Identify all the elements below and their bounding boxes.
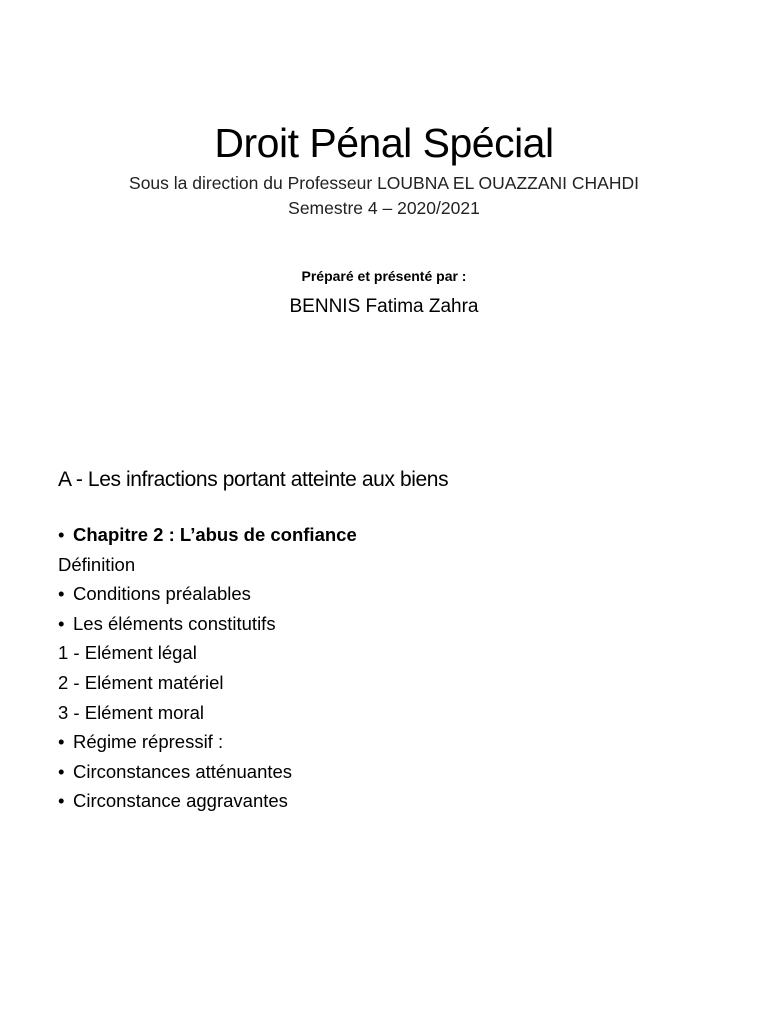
outline-item-text: Chapitre 2 : L’abus de confiance xyxy=(73,524,357,545)
section-heading: A - Les infractions portant atteinte aux biens xyxy=(58,468,449,491)
author-name: BENNIS Fatima Zahra xyxy=(289,296,479,317)
semester-line: Semestre 4 – 2020/2021 xyxy=(288,198,480,218)
outline-item-text: Circonstance aggravantes xyxy=(73,790,288,812)
bullet-icon: • xyxy=(58,731,65,753)
outline-item-text: 3 - Elément moral xyxy=(58,701,204,723)
outline-item xyxy=(58,757,738,787)
outline-item xyxy=(58,520,738,550)
outline-item-text: Régime répressif : xyxy=(73,731,224,753)
prepared-by-label: Préparé et présenté par : xyxy=(301,268,467,284)
outline-item xyxy=(58,579,738,609)
outline-item xyxy=(58,727,738,757)
outline-item-text: 1 - Elément légal xyxy=(58,642,197,664)
outline-item xyxy=(58,638,738,668)
bullet-icon: • xyxy=(58,524,65,545)
outline-item-text: Les éléments constitutifs xyxy=(73,612,276,634)
outline-item-text: 2 - Elément matériel xyxy=(58,671,224,693)
outline-item xyxy=(58,786,738,816)
bullet-icon: • xyxy=(58,583,65,605)
outline-item xyxy=(58,550,738,580)
outline-item-text: Définition xyxy=(58,553,136,575)
outline-list xyxy=(58,520,738,816)
bullet-icon: • xyxy=(58,760,65,782)
professor-line: Sous la direction du Professeur LOUBNA EL OUAZZANI CHAHDI xyxy=(129,173,639,193)
bullet-icon: • xyxy=(58,790,65,812)
outline-item xyxy=(58,609,738,639)
outline-item-text: Circonstances atténuantes xyxy=(73,760,293,782)
outline-item-text: Conditions préalables xyxy=(73,583,251,605)
outline-item xyxy=(58,668,738,698)
bullet-icon: • xyxy=(58,612,65,634)
outline-item xyxy=(58,698,738,728)
document-title: Droit Pénal Spécial xyxy=(214,120,554,166)
